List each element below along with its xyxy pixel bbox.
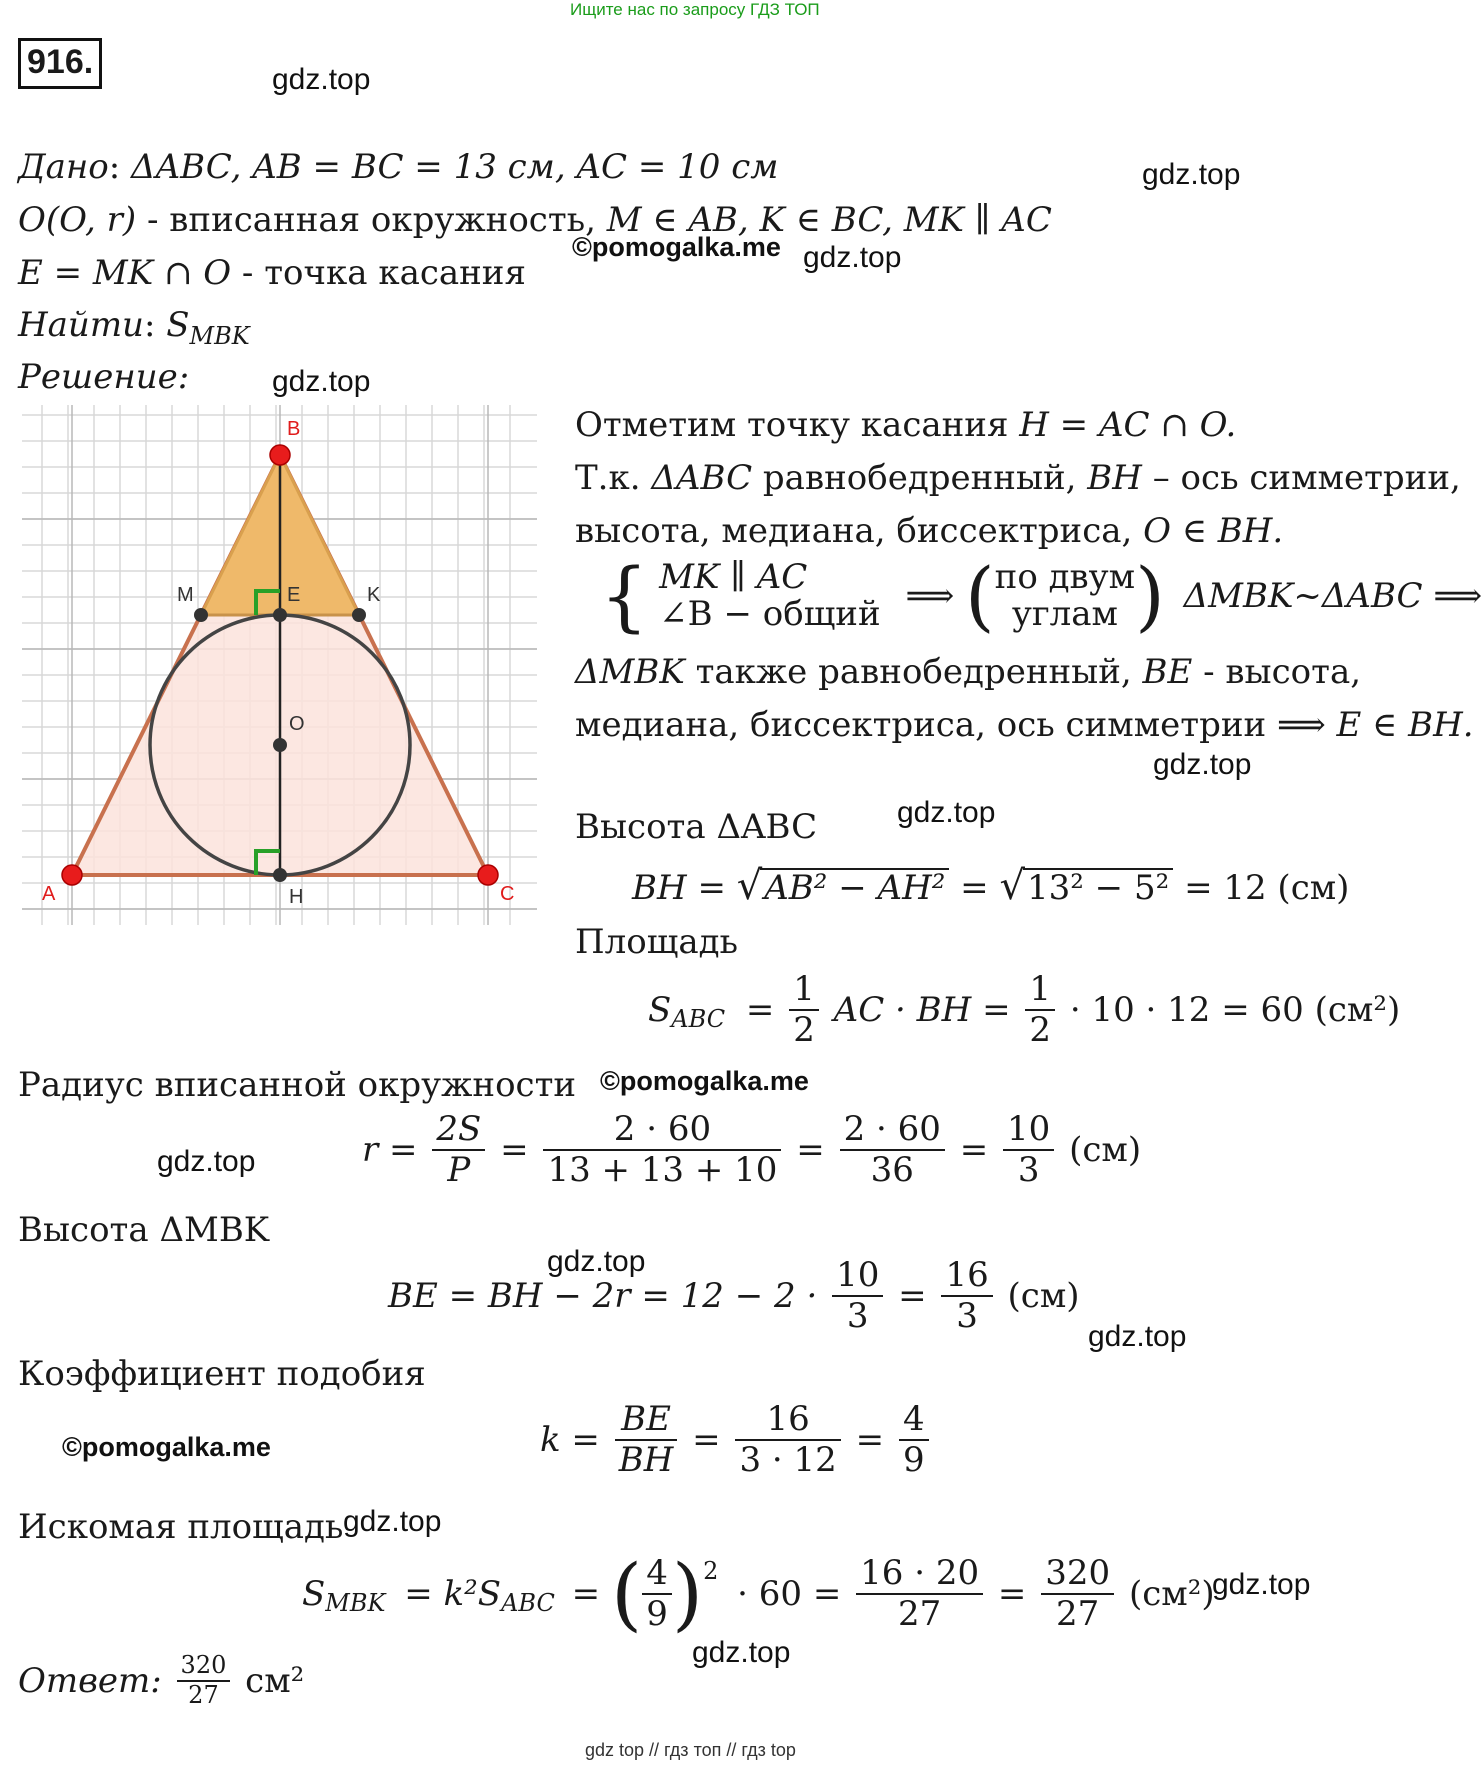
header-site-link[interactable]: Ищите нас по запросу ГДЗ ТОП [570,0,820,19]
point-k [352,608,366,622]
task-number: 916. [18,38,102,89]
height-abc-formula: BH = √AB² − AH² = √13² − 5² = 12 (см) [632,863,1350,909]
watermark-pomogalka: ©pomogalka.me [62,1432,271,1462]
radius-formula: r = $\frac{2S}{P}$ = $\frac{2 \cdot 60}{13 + 13 + 10}$ = $\frac{2 \cdot 60}{36}$ = $\frac{10}{3}$ (см) [362,1109,1142,1191]
area-title: Площадь [575,922,739,962]
point-a [62,865,82,885]
given-line-3: E = MK ∩ O - точка касания [18,253,526,293]
watermark-pomogalka: ©pomogalka.me [572,232,781,262]
answer: Ответ: $\frac{320}{27}$ см² [18,1651,305,1709]
watermark-gdz: gdz.top [1212,1568,1311,1601]
area-formula: SABC = $\frac{1}{2}$ AC · BH = $\frac{1}{2}$ · 10 · 12 = 60 (см²) [648,969,1401,1051]
watermark-gdz: gdz.top [1142,158,1241,191]
label-c: C [500,883,515,905]
find-line: Найти: $S_{MBK}$ [18,305,250,350]
point-c [478,865,498,885]
label-b: B [287,418,301,440]
watermark-gdz: gdz.top [157,1145,256,1178]
text-e-in-bh: медиана, биссектриса, ось симметрии ⟹ E ∈ BH. [575,705,1474,745]
label-e: E [287,584,301,606]
target-area-title: Искомая площадь [18,1507,344,1547]
similarity-formula: k = $\frac{BE}{BH}$ = $\frac{16}{3 \cdot 12}$ = $\frac{4}{9}$ [540,1400,933,1480]
footer-links[interactable]: gdz top // гдз топ // гдз top [585,1740,796,1760]
watermark-gdz: gdz.top [547,1245,646,1278]
given-line-1: Дано: ΔABC, AB = BC = 13 см, AC = 10 см [18,147,779,187]
watermark-gdz: gdz.top [272,63,371,96]
geometry-figure [22,405,537,925]
height-abc-title: Высота ΔABC [575,807,818,847]
height-mbk-title: Высота ΔMBK [18,1210,270,1250]
point-o [273,738,287,752]
label-m: M [177,584,194,606]
solution-label: Решение: [18,357,190,397]
label-k: K [367,584,381,606]
label-a: A [42,883,56,905]
point-m [194,608,208,622]
watermark-gdz: gdz.top [692,1636,791,1669]
point-b [270,445,290,465]
point-e [273,608,287,622]
system-similarity: { MK ∥ AC ∠B − общий ⟹ ( по двум углам ) ΔMBK~ΔABC ⟹ [600,551,1482,640]
text-isosceles: Т.к. ΔABC равнобедренный, BH – ось симметрии, [575,458,1461,498]
watermark-gdz: gdz.top [897,796,996,829]
watermark-pomogalka: ©pomogalka.me [600,1066,809,1096]
text-mbk-isosceles: ΔMBK также равнобедренный, BE - высота, [575,652,1362,692]
height-mbk-formula: BE = BH − 2r = 12 − 2 · $\frac{10}{3}$ = $\frac{16}{3}$ (см) [388,1255,1080,1337]
watermark-gdz: gdz.top [1088,1320,1187,1353]
watermark-gdz: gdz.top [343,1505,442,1538]
label-h: H [289,886,304,908]
watermark-gdz: gdz.top [272,365,371,398]
text-tangent-point: Отметим точку касания H = AC ∩ O. [575,405,1237,445]
similarity-title: Коэффициент подобия [18,1354,426,1394]
text-o-in-bh: высота, медиана, биссектриса, O ∈ BH. [575,511,1284,551]
label-o: O [289,713,305,735]
point-h [273,868,287,882]
radius-title: Радиус вписанной окружности [18,1065,577,1105]
target-area-formula: SMBK = k²SABC = ( $\frac{4}{9}$ )2 · 60 = $\frac{16 \cdot 20}{27}$ = $\frac{320}{27}$ (см²) [302,1547,1215,1641]
given-line-2: O(O, r) - вписанная окружность, M ∈ AB, K ∈ BC, MK ∥ AC [18,200,1052,240]
watermark-gdz: gdz.top [1153,748,1252,781]
watermark-gdz: gdz.top [803,241,902,274]
